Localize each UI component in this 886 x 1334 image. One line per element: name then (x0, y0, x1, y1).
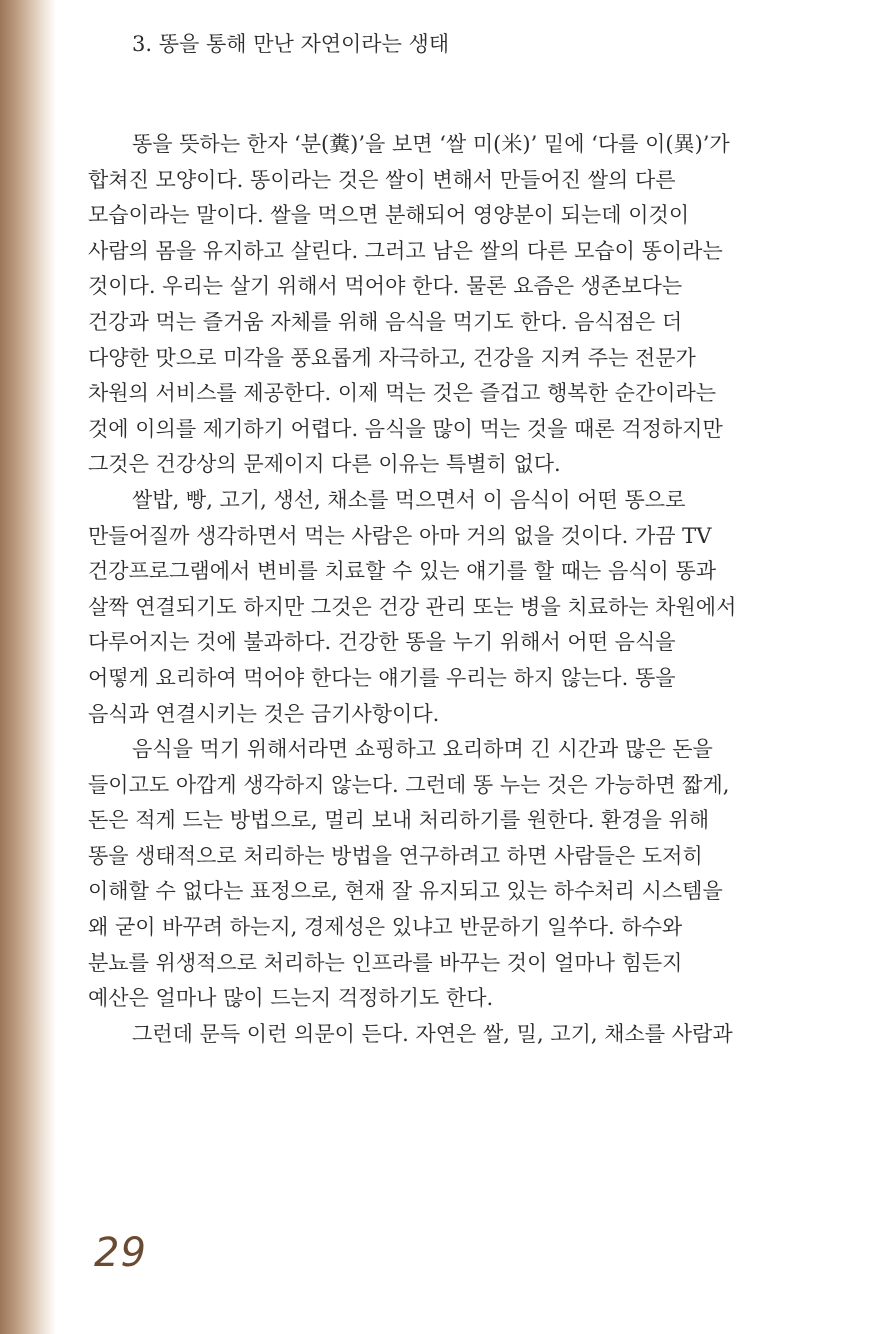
text-line: 음식을 먹기 위해서라면 쇼핑하고 요리하며 긴 시간과 많은 돈을 (132, 737, 713, 762)
paragraph-3 (88, 732, 886, 1017)
text-line: 이해할 수 없다는 표정으로, 현재 잘 유지되고 있는 하수처리 시스템을 (88, 879, 723, 904)
text-line: 어떻게 요리하여 먹어야 한다는 얘기를 우리는 하지 않는다. 똥을 (88, 665, 676, 690)
text-line: 그런데 문득 이런 의문이 든다. 자연은 쌀, 밀, 고기, 채소를 사람과 (132, 1021, 733, 1046)
body-text (88, 127, 886, 1052)
text-line: 들이고도 아깝게 생각하지 않는다. 그런데 똥 누는 것은 가능하면 짧게, (88, 772, 730, 797)
text-line: 것에 이의를 제기하기 어렵다. 음식을 많이 먹는 것을 때론 걱정하지만 (88, 416, 723, 441)
text-line: 돈은 적게 드는 방법으로, 멀리 보내 처리하기를 원한다. 환경을 위해 (88, 808, 710, 833)
text-line: 만들어질까 생각하면서 먹는 사람은 아마 거의 없을 것이다. 가끔 TV (88, 523, 712, 548)
text-line: 것이다. 우리는 살기 위해서 먹어야 한다. 물론 요즘은 생존보다는 (88, 274, 683, 299)
text-line: 예산은 얼마나 많이 드는지 걱정하기도 한다. (88, 986, 494, 1011)
text-line: 똥을 생태적으로 처리하는 방법을 연구하려고 하면 사람들은 도저히 (88, 843, 703, 868)
paragraph-2 (88, 483, 886, 732)
paragraph-1 (88, 127, 886, 483)
text-line: 다루어지는 것에 불과하다. 건강한 똥을 누기 위해서 어떤 음식을 (88, 630, 676, 655)
paragraph-4 (88, 1017, 886, 1053)
text-line: 음식과 연결시키는 것은 금기사항이다. (88, 701, 440, 726)
book-spine-shadow (0, 0, 56, 1334)
text-line: 사람의 몸을 유지하고 살린다. 그러고 남은 쌀의 다른 모습이 똥이라는 (88, 238, 723, 263)
text-line: 다양한 맛으로 미각을 풍요롭게 자극하고, 건강을 지켜 주는 전문가 (88, 345, 696, 370)
text-line: 그것은 건강상의 문제이지 다른 이유는 특별히 없다. (88, 452, 561, 477)
text-line: 건강과 먹는 즐거움 자체를 위해 음식을 먹기도 한다. 음식점은 더 (88, 309, 683, 334)
text-line: 살짝 연결되기도 하지만 그것은 건강 관리 또는 병을 치료하는 차원에서 (88, 594, 737, 619)
section-heading: 3. 똥을 통해 만난 자연이라는 생태 (132, 32, 450, 56)
text-line: 왜 굳이 바꾸려 하는지, 경제성은 있냐고 반문하기 일쑤다. 하수와 (88, 915, 683, 940)
text-line: 쌀밥, 빵, 고기, 생선, 채소를 먹으면서 이 음식이 어떤 똥으로 (132, 487, 686, 512)
page-number: 29 (94, 1230, 147, 1276)
text-line: 건강프로그램에서 변비를 치료할 수 있는 얘기를 할 때는 음식이 똥과 (88, 559, 717, 584)
text-line: 차원의 서비스를 제공한다. 이제 먹는 것은 즐겁고 행복한 순간이라는 (88, 381, 717, 406)
text-line: 합쳐진 모양이다. 똥이라는 것은 쌀이 변해서 만들어진 쌀의 다른 (88, 167, 676, 192)
text-line: 모습이라는 말이다. 쌀을 먹으면 분해되어 영양분이 되는데 이것이 (88, 203, 690, 228)
text-line: 똥을 뜻하는 한자 ‘분(糞)’을 보면 ‘쌀 미(米)’ 밑에 ‘다를 이(異)’가 (132, 132, 730, 156)
text-line: 분뇨를 위생적으로 처리하는 인프라를 바꾸는 것이 얼마나 힘든지 (88, 950, 683, 975)
